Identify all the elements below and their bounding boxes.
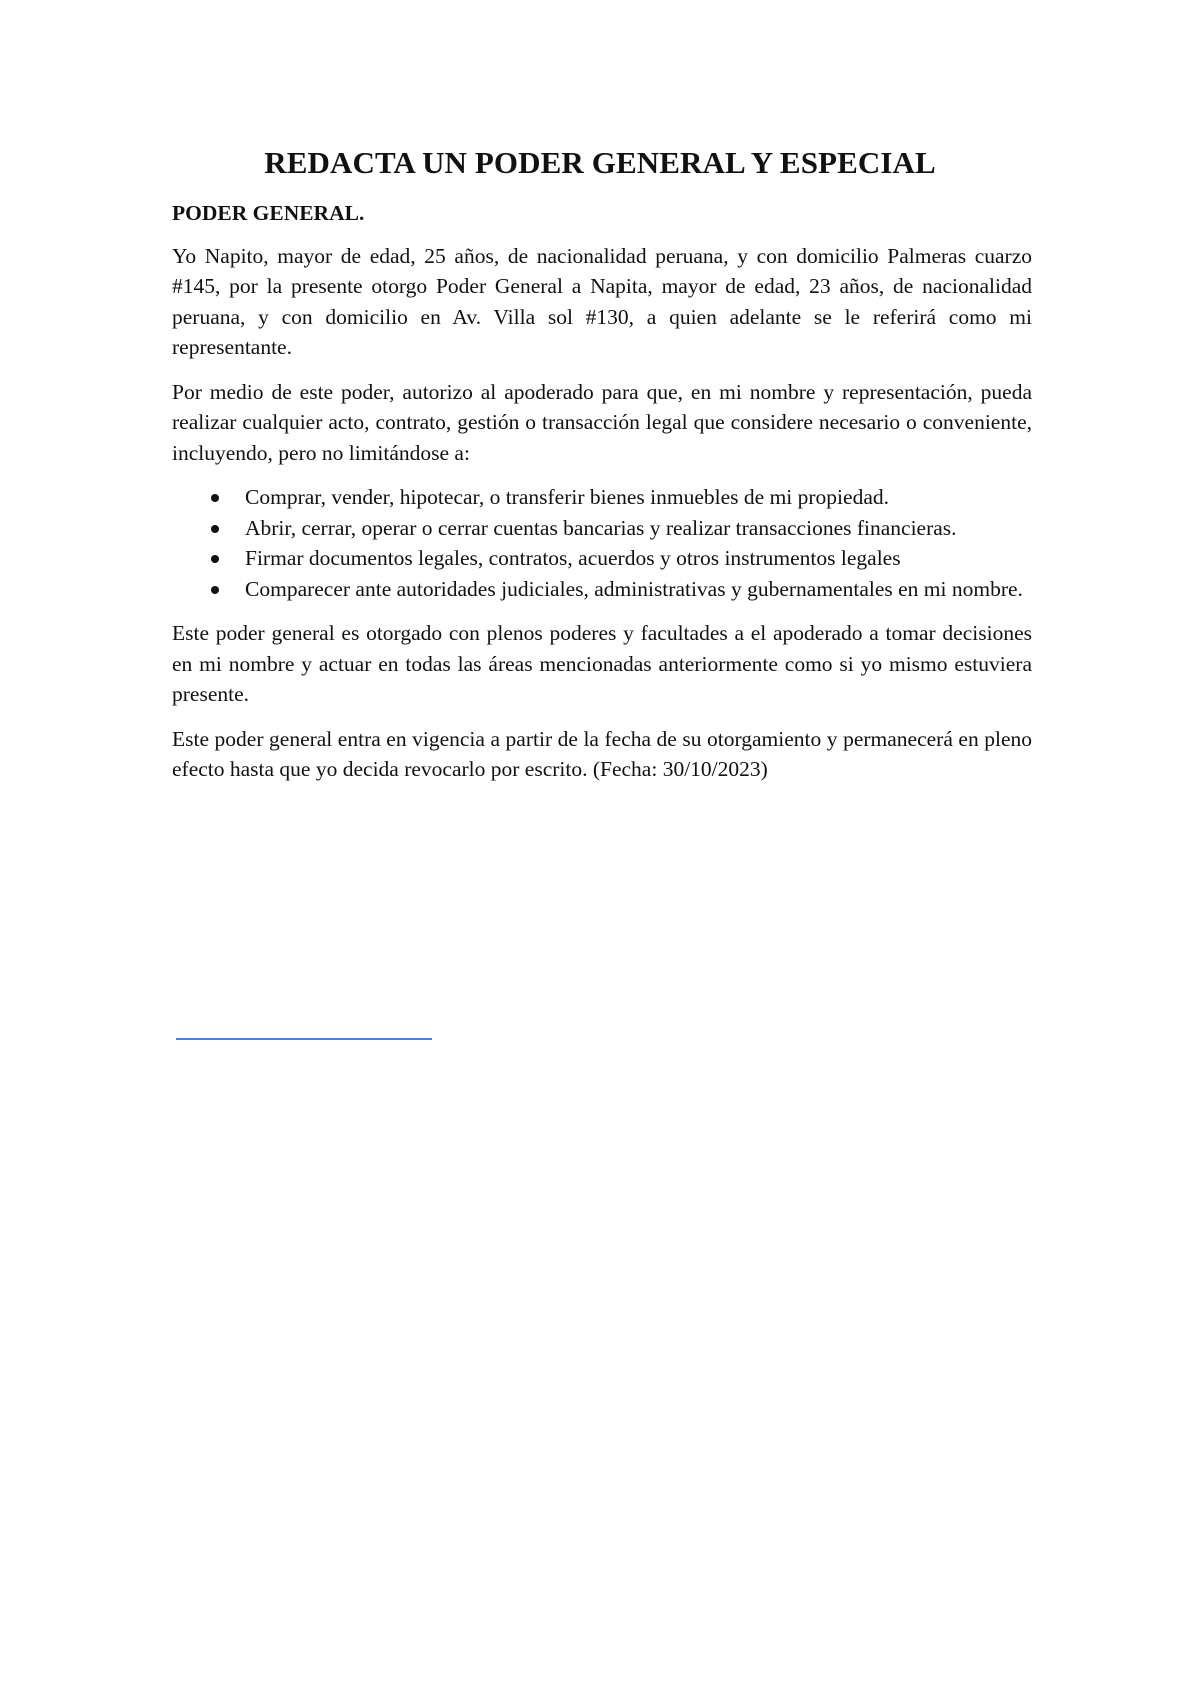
paragraph-validity: Este poder general entra en vigencia a partir de la fecha de su otorgamiento y permanecerá en pleno efecto hasta que yo decida revocarlo por escrito. (Fecha: 30/10/2023) <box>172 726 1032 781</box>
paragraph-scope: Este poder general es otorgado con plenos poderes y facultades a el apoderado a tomar decisiones en mi nombre y actuar en todas las áreas mencionadas anteriormente como si yo mismo estuviera presente. <box>172 621 1032 706</box>
list-item-text: Firmar documentos legales, contratos, acuerdos y otros instrumentos legales <box>245 546 901 570</box>
list-item <box>172 482 1032 513</box>
document-body <box>172 198 1032 799</box>
bullet-icon <box>211 555 219 563</box>
bullet-icon <box>211 525 219 533</box>
powers-list <box>172 482 1032 604</box>
signature-line <box>176 1038 432 1040</box>
document-title: REDACTA UN PODER GENERAL Y ESPECIAL <box>264 145 936 180</box>
bullet-icon <box>211 494 219 502</box>
list-item-text: Comprar, vender, hipotecar, o transferir bienes inmuebles de mi propiedad. <box>245 485 889 509</box>
list-item <box>172 513 1032 544</box>
list-item-text: Comparecer ante autoridades judiciales, administrativas y gubernamentales en mi nombre. <box>245 576 1023 601</box>
list-item <box>172 574 1032 605</box>
paragraph-authorization: Por medio de este poder, autorizo al apoderado para que, en mi nombre y representación, pueda realizar cualquier acto, contrato, gestión o transacción legal que considere necesario o conveniente, incluyendo, pero no limitándose a: <box>172 379 1032 465</box>
paragraph-grantor: Yo Napito, mayor de edad, 25 años, de nacionalidad peruana, y con domicilio Palmeras cuarzo #145, por la presente otorgo Poder General a Napita, mayor de edad, 23 años, de nacionalidad peruana, y con domicilio en Av. Villa sol #130, a quien adelante se le referirá como mi representante. <box>172 243 1032 359</box>
section-heading: PODER GENERAL. <box>172 201 365 225</box>
bullet-icon <box>211 586 219 594</box>
list-item <box>172 543 1032 574</box>
list-item-text: Abrir, cerrar, operar o cerrar cuentas bancarias y realizar transacciones financieras. <box>245 515 957 540</box>
